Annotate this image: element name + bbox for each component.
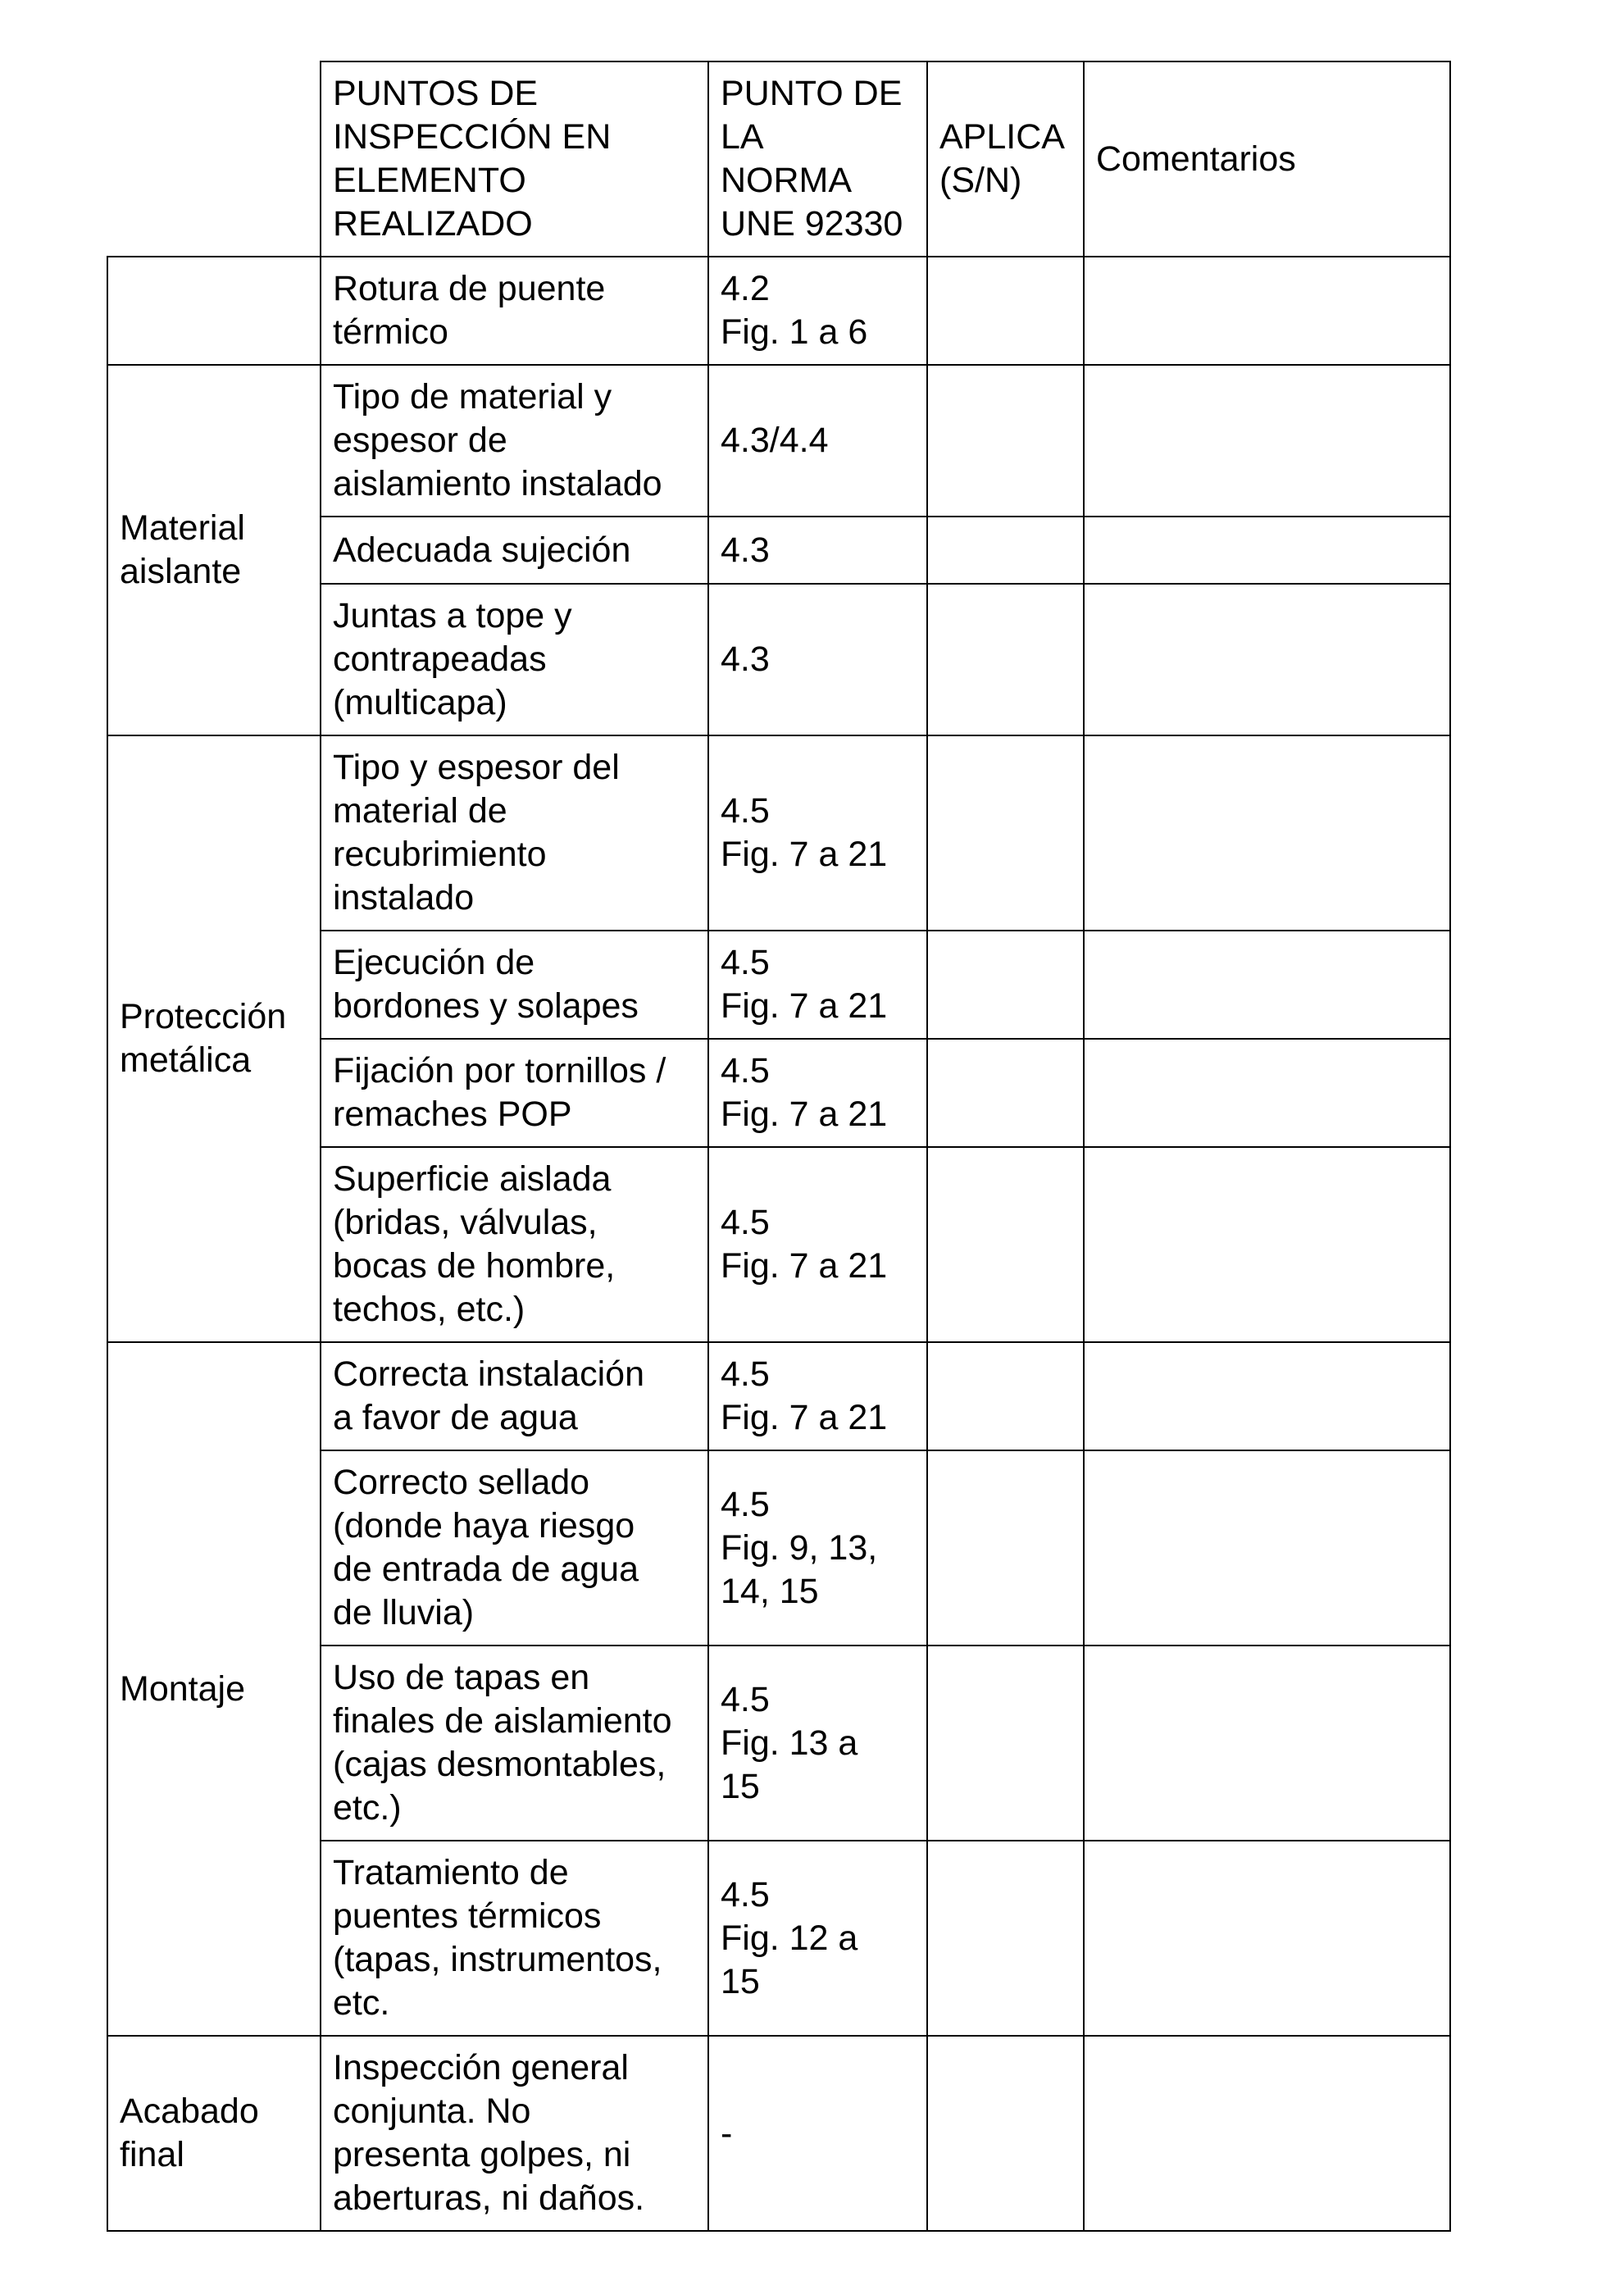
applies-cell[interactable] bbox=[927, 1646, 1084, 1841]
applies-cell[interactable] bbox=[927, 2036, 1084, 2231]
applies-cell[interactable] bbox=[927, 365, 1084, 517]
comment-cell[interactable] bbox=[1084, 735, 1450, 931]
inspection-point: Juntas a tope y contrapeadas (multicapa) bbox=[321, 584, 708, 735]
comment-cell[interactable] bbox=[1084, 584, 1450, 735]
header-standard-point: PUNTO DE LA NORMA UNE 92330 bbox=[708, 61, 927, 257]
inspection-point: Superficie aislada (bridas, válvulas, bocas de hombre, techos, etc.) bbox=[321, 1147, 708, 1342]
header-inspection-points: PUNTOS DE INSPECCIÓN EN ELEMENTO REALIZADO bbox=[321, 61, 708, 257]
applies-cell[interactable] bbox=[927, 584, 1084, 735]
inspection-point: Fijación por tornillos / remaches POP bbox=[321, 1039, 708, 1147]
standard-reference: 4.5 Fig. 13 a 15 bbox=[708, 1646, 927, 1841]
inspection-point: Tipo y espesor del material de recubrimiento instalado bbox=[321, 735, 708, 931]
comment-cell[interactable] bbox=[1084, 931, 1450, 1039]
standard-reference: 4.5 Fig. 7 a 21 bbox=[708, 1147, 927, 1342]
standard-reference: 4.3 bbox=[708, 584, 927, 735]
standard-reference: 4.3 bbox=[708, 517, 927, 584]
standard-reference: 4.2 Fig. 1 a 6 bbox=[708, 257, 927, 365]
group-montaje: Montaje bbox=[107, 1342, 321, 2036]
group-proteccion-metalica: Protección metálica bbox=[107, 735, 321, 1342]
group-material-aislante: Material aislante bbox=[107, 365, 321, 735]
inspection-table bbox=[107, 61, 1451, 2232]
table-row bbox=[107, 735, 1450, 931]
group-cell-empty bbox=[107, 257, 321, 365]
standard-reference: 4.5 Fig. 7 a 21 bbox=[708, 735, 927, 931]
comment-cell[interactable] bbox=[1084, 1450, 1450, 1646]
applies-cell[interactable] bbox=[927, 257, 1084, 365]
comment-cell[interactable] bbox=[1084, 1147, 1450, 1342]
header-comments: Comentarios bbox=[1084, 61, 1450, 257]
standard-reference: - bbox=[708, 2036, 927, 2231]
inspection-point: Uso de tapas en finales de aislamiento (cajas desmontables, etc.) bbox=[321, 1646, 708, 1841]
table-row bbox=[107, 365, 1450, 517]
group-acabado-final: Acabado final bbox=[107, 2036, 321, 2231]
applies-cell[interactable] bbox=[927, 1841, 1084, 2036]
applies-cell[interactable] bbox=[927, 735, 1084, 931]
standard-reference: 4.3/4.4 bbox=[708, 365, 927, 517]
inspection-point: Correcto sellado (donde haya riesgo de entrada de agua de lluvia) bbox=[321, 1450, 708, 1646]
comment-cell[interactable] bbox=[1084, 1039, 1450, 1147]
comment-cell[interactable] bbox=[1084, 517, 1450, 584]
inspection-point: Adecuada sujeción bbox=[321, 517, 708, 584]
standard-reference: 4.5 Fig. 7 a 21 bbox=[708, 931, 927, 1039]
standard-reference: 4.5 Fig. 7 a 21 bbox=[708, 1342, 927, 1450]
comment-cell[interactable] bbox=[1084, 1342, 1450, 1450]
applies-cell[interactable] bbox=[927, 1147, 1084, 1342]
comment-cell[interactable] bbox=[1084, 2036, 1450, 2231]
inspection-point: Ejecución de bordones y solapes bbox=[321, 931, 708, 1039]
standard-reference: 4.5 Fig. 12 a 15 bbox=[708, 1841, 927, 2036]
standard-reference: 4.5 Fig. 9, 13, 14, 15 bbox=[708, 1450, 927, 1646]
comment-cell[interactable] bbox=[1084, 257, 1450, 365]
table-header-row bbox=[107, 61, 1450, 257]
comment-cell[interactable] bbox=[1084, 1841, 1450, 2036]
applies-cell[interactable] bbox=[927, 1039, 1084, 1147]
inspection-point: Inspección general conjunta. No presenta golpes, ni aberturas, ni daños. bbox=[321, 2036, 708, 2231]
blank-corner-cell bbox=[107, 61, 321, 257]
standard-reference: 4.5 Fig. 7 a 21 bbox=[708, 1039, 927, 1147]
table-row bbox=[107, 1342, 1450, 1450]
applies-cell[interactable] bbox=[927, 1342, 1084, 1450]
applies-cell[interactable] bbox=[927, 517, 1084, 584]
applies-cell[interactable] bbox=[927, 1450, 1084, 1646]
inspection-point: Tratamiento de puentes térmicos (tapas, instrumentos, etc. bbox=[321, 1841, 708, 2036]
inspection-point: Rotura de puente térmico bbox=[321, 257, 708, 365]
table-row bbox=[107, 257, 1450, 365]
inspection-point: Tipo de material y espesor de aislamiento instalado bbox=[321, 365, 708, 517]
table-row bbox=[107, 2036, 1450, 2231]
comment-cell[interactable] bbox=[1084, 1646, 1450, 1841]
inspection-point: Correcta instalación a favor de agua bbox=[321, 1342, 708, 1450]
header-applies: APLICA (S/N) bbox=[927, 61, 1084, 257]
applies-cell[interactable] bbox=[927, 931, 1084, 1039]
comment-cell[interactable] bbox=[1084, 365, 1450, 517]
